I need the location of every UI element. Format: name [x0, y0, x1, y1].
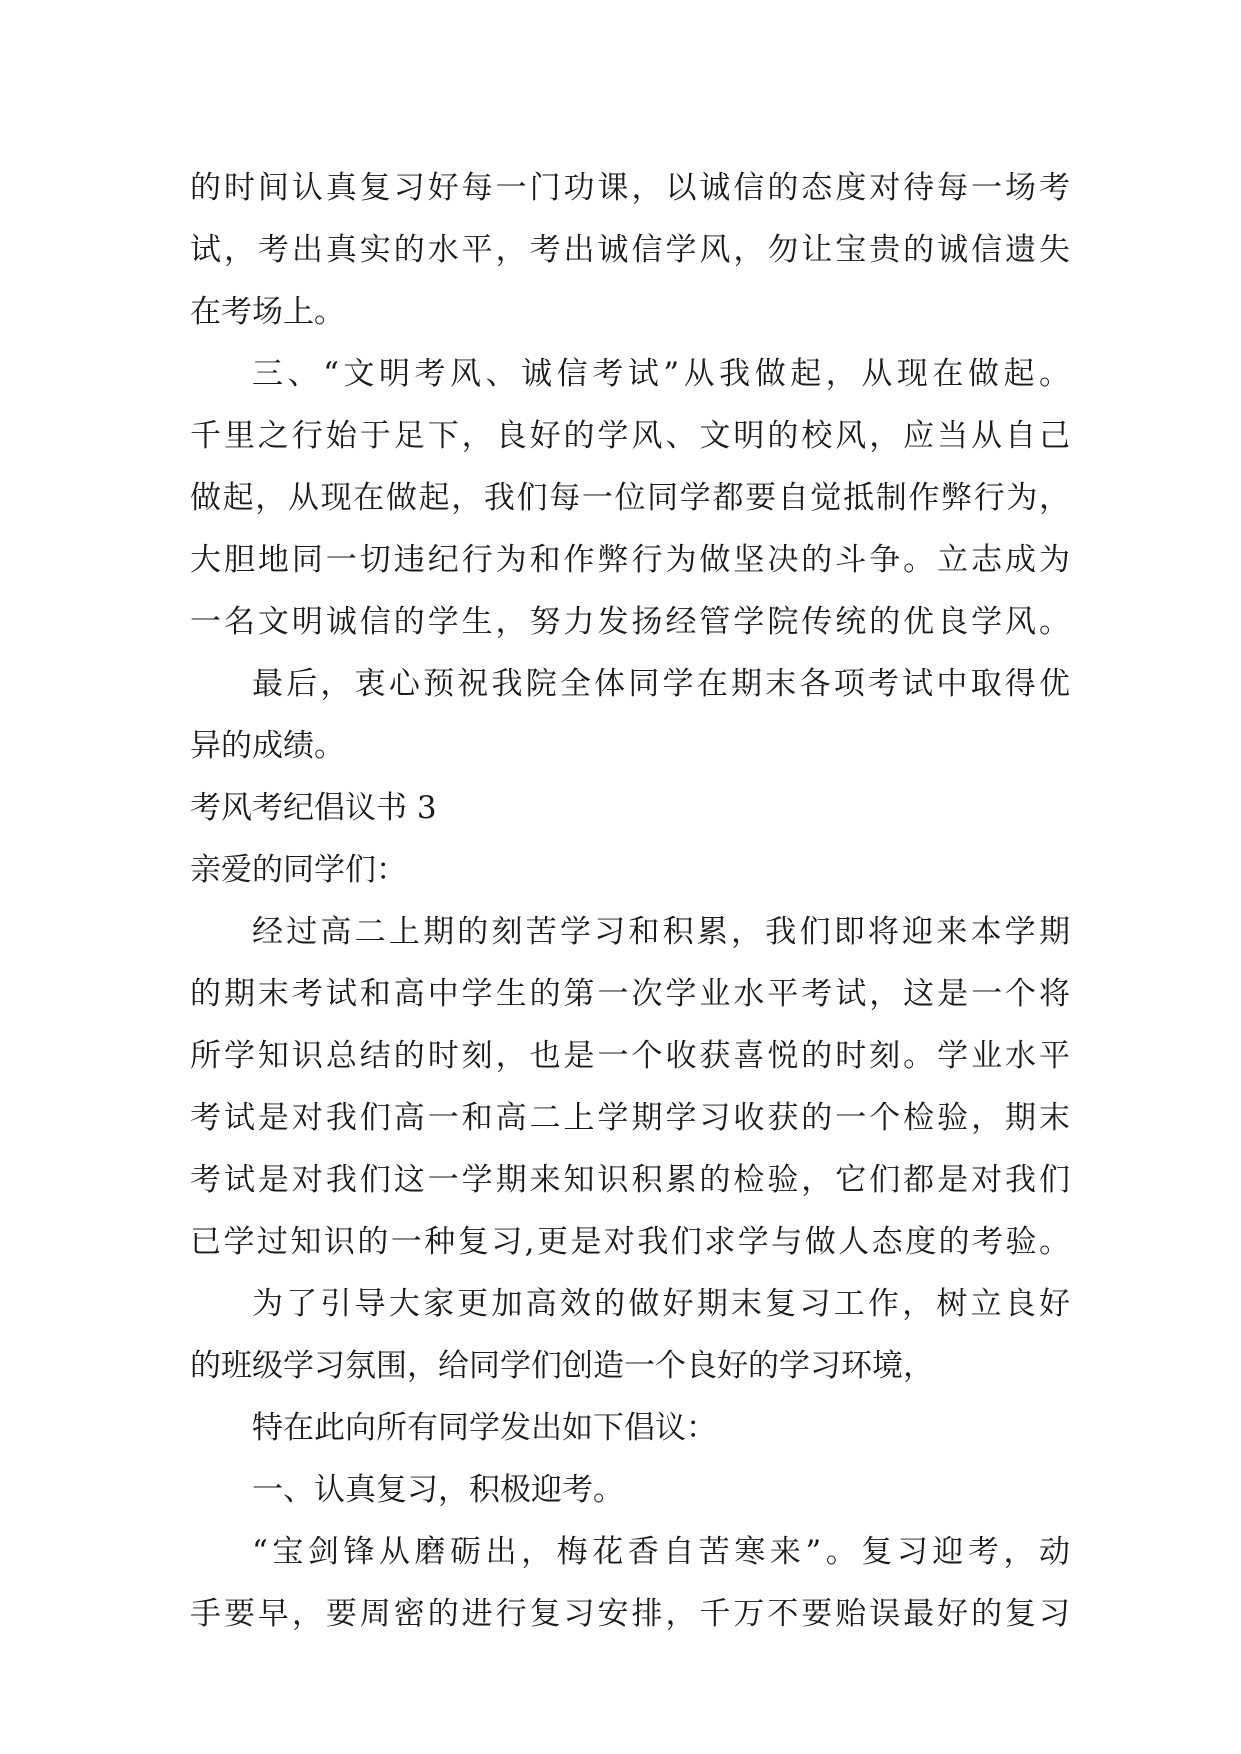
text-line: “宝剑锋从磨砺出，梅花香自苦寒来”。复习迎考，动: [252, 1534, 1070, 1570]
text-line: 的时间认真复习好每一门功课，以诚信的态度对待每一场考: [190, 170, 1070, 206]
text-line: 的班级学习氛围，给同学们创造一个良好的学习环境，: [190, 1348, 934, 1384]
text-line: 做起，从现在做起，我们每一位同学都要自觉抵制作弊行为，: [190, 480, 1070, 516]
text-line: 一名文明诚信的学生，努力发扬经管学院传统的优良学风。: [190, 604, 1070, 640]
text-line: 千里之行始于足下，良好的学风、文明的校风，应当从自己: [190, 418, 1070, 454]
text-line: 亲爱的同学们：: [190, 852, 407, 888]
text-line: 大胆地同一切违纪行为和作弊行为做坚决的斗争。立志成为: [190, 542, 1070, 578]
text-line: 为了引导大家更加高效的做好期末复习工作，树立良好: [252, 1286, 1070, 1322]
text-line: 所学知识总结的时刻，也是一个收获喜悦的时刻。学业水平: [190, 1038, 1070, 1074]
text-line: 已学过知识的一种复习,更是对我们求学与做人态度的考验。: [190, 1224, 1070, 1260]
text-line: 考试是对我们高一和高二上学期学习收获的一个检验，期末: [190, 1100, 1070, 1136]
text-line: 最后，衷心预祝我院全体同学在期末各项考试中取得优: [252, 666, 1070, 702]
text-line: 一、认真复习，积极迎考。: [252, 1472, 624, 1508]
text-line: 特在此向所有同学发出如下倡议：: [252, 1410, 717, 1446]
text-line: 考试是对我们这一学期来知识积累的检验，它们都是对我们: [190, 1162, 1070, 1198]
text-line: 手要早，要周密的进行复习安排，千万不要贻误最好的复习: [190, 1596, 1070, 1632]
document-body: [190, 157, 1070, 1645]
text-line: 试，考出真实的水平，考出诚信学风，勿让宝贵的诚信遗失: [190, 232, 1070, 268]
text-line: 的期末考试和高中学生的第一次学业水平考试，这是一个将: [190, 976, 1070, 1012]
text-line: 考风考纪倡议书 3: [190, 790, 437, 826]
text-line: 经过高二上期的刻苦学习和积累，我们即将迎来本学期: [252, 914, 1070, 950]
text-line: 异的成绩。: [190, 728, 345, 764]
text-line: 在考场上。: [190, 294, 345, 330]
text-line: 三、“文明考风、诚信考试”从我做起，从现在做起。: [252, 356, 1070, 392]
